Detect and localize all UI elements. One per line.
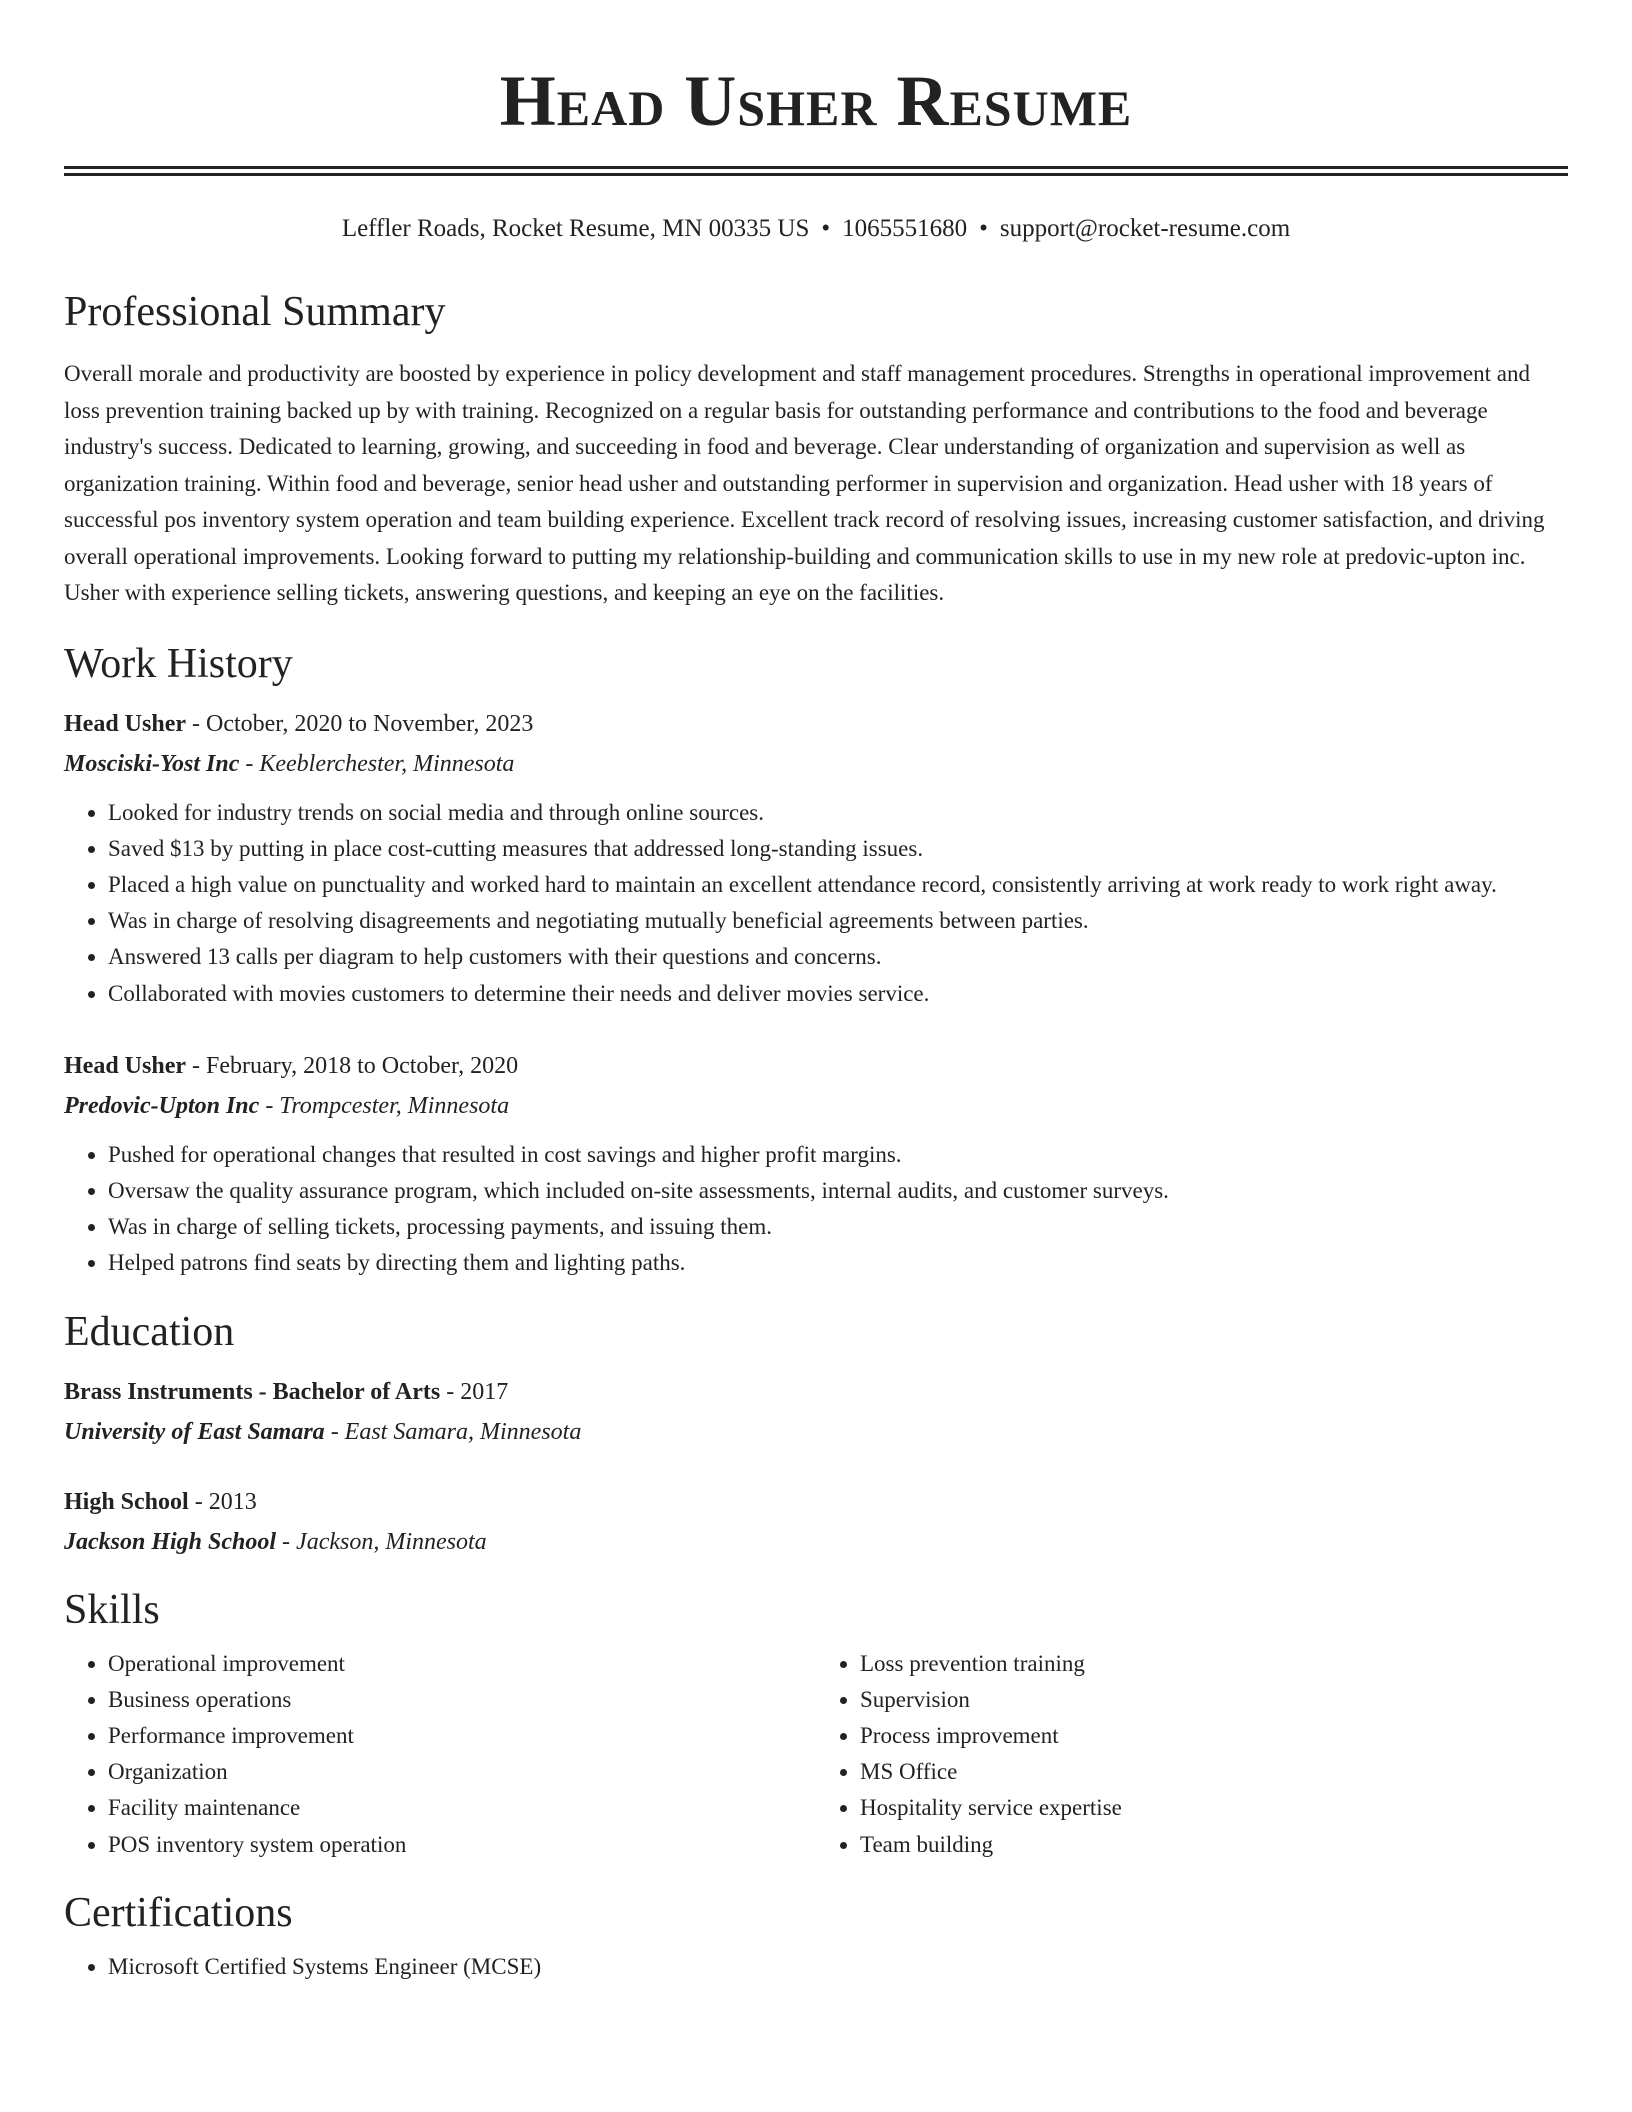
certifications-list — [64, 1949, 1568, 1985]
degree-line — [64, 1482, 1568, 1522]
job-company: Predovic-Upton Inc — [64, 1092, 260, 1119]
skill-item: • POS inventory system operation — [108, 1827, 816, 1863]
section-heading-work-history: Work History — [64, 640, 293, 687]
job-location: - Trompcester, Minnesota — [259, 1092, 510, 1119]
skill-item: • Hospitality service expertise — [860, 1790, 1568, 1826]
certifications-block — [64, 1949, 1568, 1985]
skills-list-right — [816, 1646, 1568, 1863]
school-location: - Jackson, Minnesota — [276, 1528, 487, 1555]
job-bullets — [64, 795, 1568, 1012]
contact-separator: • — [979, 215, 988, 242]
job-location: - Keeblerchester, Minnesota — [239, 750, 515, 777]
job-entry — [64, 1046, 1568, 1282]
skill-item: • Loss prevention training — [860, 1646, 1568, 1682]
degree: High School — [64, 1488, 189, 1515]
list-item: • Helped patrons find seats by directing them and lighting paths. — [108, 1245, 1568, 1281]
section-heading-summary: Professional Summary — [64, 289, 446, 335]
job-title: Head Usher — [64, 710, 186, 737]
school-location: - East Samara, Minnesota — [324, 1418, 582, 1445]
school-line — [64, 1522, 1568, 1562]
section-heading-education: Education — [64, 1308, 235, 1355]
skill-item: • Operational improvement — [108, 1646, 816, 1682]
contact-separator: • — [821, 215, 831, 242]
skills-list-left — [64, 1646, 816, 1863]
job-dates: - February, 2018 to October, 2020 — [186, 1052, 519, 1079]
list-item: • Placed a high value on punctuality and worked hard to maintain an excellent attendance record, consistently arriving at work ready to work right away. — [108, 867, 1568, 903]
skill-item: • Supervision — [860, 1682, 1568, 1718]
education-entry — [64, 1482, 1568, 1562]
list-item: • Answered 13 calls per diagram to help customers with their questions and concerns. — [108, 939, 1568, 975]
job-company-line — [64, 1086, 1568, 1126]
job-title: Head Usher — [64, 1052, 186, 1079]
section-heading-skills: Skills — [64, 1586, 160, 1633]
contact-line — [64, 212, 1568, 246]
list-item: • Was in charge of resolving disagreements and negotiating mutually beneficial agreements between parties. — [108, 903, 1568, 939]
school-name: University of East Samara — [64, 1418, 325, 1445]
certification-item: • Microsoft Certified Systems Engineer (MCSE) — [108, 1949, 1568, 1985]
school-name: Jackson High School — [64, 1528, 277, 1555]
list-item: • Oversaw the quality assurance program, which included on-site assessments, internal audits, and customer surveys. — [108, 1173, 1568, 1209]
job-company-line — [64, 744, 1568, 784]
list-item: • Looked for industry trends on social media and through online sources. — [108, 795, 1568, 831]
list-item: • Collaborated with movies customers to determine their needs and deliver movies service. — [108, 976, 1568, 1012]
skill-item: • Team building — [860, 1827, 1568, 1863]
summary-text: Overall morale and productivity are boosted by experience in policy development and staff management procedures. Strengths in operational improvement and loss prevention training backed up by with training. Recognized on a regular basis for outstanding performance and contributions to the food and beverage industry's success. Dedicated to learning, growing, and succeeding in food and beverage. Clear understanding of organization and supervision as well as organization training. Within food and beverage, senior head usher and outstanding performer in supervision and organization. Head usher with 18 years of successful pos inventory system operation and team building experience. Excellent track record of resolving issues, increasing customer satisfaction, and driving overall operational improvements. Looking forward to putting my relationship-building and communication skills to use in my new role at predovic-upton inc. Usher with experience selling tickets, answering questions, and keeping an eye on the facilities. — [64, 361, 1545, 605]
job-title-line — [64, 704, 1568, 744]
skill-item: • MS Office — [860, 1754, 1568, 1790]
education-entry — [64, 1372, 1568, 1452]
section-heading-certifications: Certifications — [64, 1889, 293, 1936]
contact-address: Leffler Roads, Rocket Resume, MN 00335 US — [341, 215, 810, 242]
job-title-line — [64, 1046, 1568, 1086]
job-bullets — [64, 1137, 1568, 1282]
list-item: • Saved $13 by putting in place cost-cutting measures that addressed long-standing issues. — [108, 831, 1568, 867]
skill-item: • Business operations — [108, 1682, 816, 1718]
skills-columns — [64, 1646, 1568, 1863]
title-divider — [64, 166, 1568, 176]
skill-item: • Performance improvement — [108, 1718, 816, 1754]
job-company: Mosciski-Yost Inc — [64, 750, 240, 777]
degree-line — [64, 1372, 1568, 1412]
graduation-year: - 2013 — [188, 1488, 257, 1515]
list-item: • Pushed for operational changes that resulted in cost savings and higher profit margins. — [108, 1137, 1568, 1173]
school-line — [64, 1412, 1568, 1452]
degree: Brass Instruments - Bachelor of Arts — [64, 1378, 441, 1405]
job-dates: - October, 2020 to November, 2023 — [186, 710, 534, 737]
graduation-year: - 2017 — [440, 1378, 509, 1405]
contact-phone: 1065551680 — [842, 215, 968, 242]
skill-item: • Facility maintenance — [108, 1790, 816, 1826]
page-title: Head Usher Resume — [499, 61, 1133, 141]
job-entry — [64, 704, 1568, 1012]
list-item: • Was in charge of selling tickets, processing payments, and issuing them. — [108, 1209, 1568, 1245]
skill-item: • Process improvement — [860, 1718, 1568, 1754]
skill-item: • Organization — [108, 1754, 816, 1790]
contact-email: support@rocket-resume.com — [999, 215, 1291, 242]
